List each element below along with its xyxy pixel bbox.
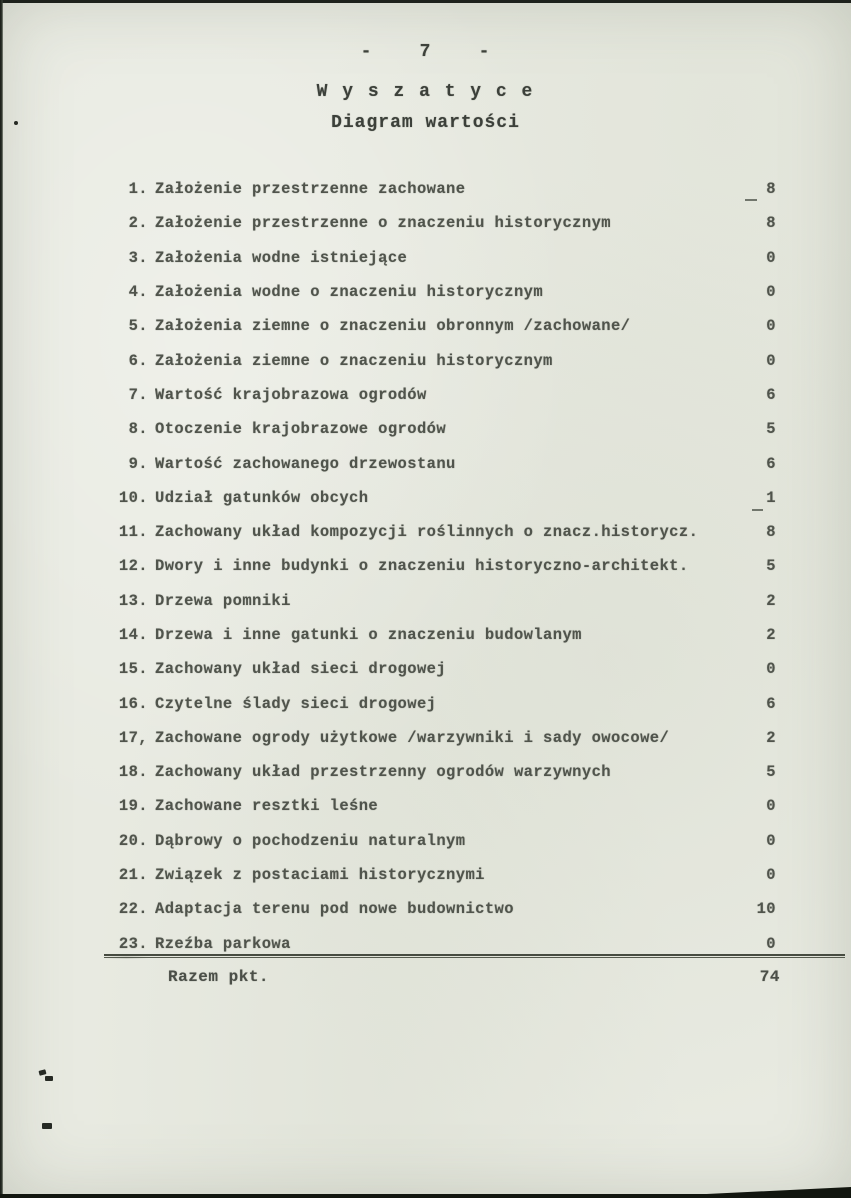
row-label: Wartość zachowanego drzewostanu	[155, 454, 456, 473]
row-label: Rzeźba parkowa	[155, 934, 291, 953]
row-value: 0	[766, 660, 776, 679]
row-label: Założenia wodne istniejące	[155, 248, 408, 267]
row-number: 4.	[128, 283, 148, 302]
row-value: 8	[766, 214, 776, 233]
row-number: 8.	[128, 420, 148, 439]
scan-edge-wedge	[686, 1187, 851, 1195]
scan-edge-top	[0, 0, 851, 3]
row-label: Udział gatunków obcych	[155, 488, 369, 507]
row-value: 5	[766, 557, 776, 576]
row-label: Otoczenie krajobrazowe ogrodów	[155, 420, 447, 439]
row-label: Zachowany układ sieci drogowej	[155, 660, 447, 679]
row-label: Założenie przestrzenne o znaczeniu historycznym	[155, 214, 611, 233]
table-row	[104, 515, 776, 549]
row-number: 2.	[128, 214, 148, 233]
row-number: 13.	[118, 591, 148, 610]
table-row	[104, 206, 776, 240]
row-value: 8	[766, 523, 776, 542]
table-row	[104, 549, 776, 583]
table-row	[104, 241, 776, 275]
ink-mark	[45, 1076, 53, 1081]
table-row	[104, 892, 776, 926]
row-number: 11.	[118, 523, 148, 542]
row-value: 8	[766, 180, 776, 199]
table-row	[104, 652, 776, 686]
row-number: 9.	[128, 454, 148, 473]
row-number: 16.	[118, 694, 148, 713]
table-row	[104, 412, 776, 446]
row-number: 6.	[128, 351, 148, 370]
row-value: 5	[766, 763, 776, 782]
row-label: Zachowane ogrody użytkowe /warzywniki i sady owocowe/	[155, 728, 670, 747]
page-number: - 7 -	[360, 42, 491, 62]
table-row	[104, 858, 776, 892]
table-row	[104, 481, 776, 515]
row-number: 10.	[118, 488, 148, 507]
row-label: Założenia ziemne o znaczeniu obronnym /zachowane/	[155, 317, 631, 336]
row-label: Założenia ziemne o znaczeniu historycznym	[155, 351, 553, 370]
row-value: 0	[766, 934, 776, 953]
row-number: 7.	[128, 385, 148, 404]
row-number: 3.	[128, 248, 148, 267]
table-row	[104, 789, 776, 823]
table-row	[104, 309, 776, 343]
row-label: Założenia wodne o znaczeniu historycznym	[155, 283, 544, 302]
row-number: 22.	[118, 900, 148, 919]
row-value: 6	[766, 694, 776, 713]
table-row	[104, 618, 776, 652]
row-number: 12.	[118, 557, 148, 576]
row-number: 23.	[118, 934, 148, 953]
row-value: 0	[766, 317, 776, 336]
row-label: Czytelne ślady sieci drogowej	[155, 694, 437, 713]
value-table	[104, 172, 776, 961]
ink-mark	[42, 1123, 52, 1129]
row-value: 0	[766, 866, 776, 885]
table-row	[104, 343, 776, 377]
row-value: 0	[766, 351, 776, 370]
table-row	[104, 446, 776, 480]
table-row	[104, 824, 776, 858]
row-number: 19.	[118, 797, 148, 816]
ink-underline-mark	[745, 199, 757, 201]
table-row	[104, 721, 776, 755]
row-value: 2	[766, 728, 776, 747]
table-row	[104, 172, 776, 206]
row-number: 21.	[118, 866, 148, 885]
ink-mark	[14, 121, 18, 125]
scan-edge-left	[0, 0, 3, 1198]
row-label: Zachowany układ kompozycji roślinnych o znacz.historycz.	[155, 523, 699, 542]
table-row	[104, 584, 776, 618]
total-divider-line	[104, 954, 845, 959]
row-label: Zachowany układ przestrzenny ogrodów warzywnych	[155, 763, 611, 782]
row-value: 2	[766, 591, 776, 610]
row-value: 5	[766, 420, 776, 439]
table-row	[104, 755, 776, 789]
row-number: 5.	[128, 317, 148, 336]
row-label: Wartość krajobrazowa ogrodów	[155, 385, 427, 404]
total-label: Razem pkt.	[168, 968, 270, 986]
row-number: 1.	[128, 180, 148, 199]
row-label: Drzewa i inne gatunki o znaczeniu budowlanym	[155, 626, 582, 644]
row-label: Związek z postaciami historycznymi	[155, 866, 485, 885]
row-value: 6	[766, 454, 776, 473]
row-label: Założenie przestrzenne zachowane	[155, 180, 466, 199]
row-value: 0	[766, 283, 776, 302]
row-value: 1	[766, 488, 776, 507]
row-label: Dwory i inne budynki o znaczeniu historyczno-architekt.	[155, 557, 689, 576]
row-value: 0	[766, 248, 776, 267]
row-value: 2	[766, 626, 776, 644]
row-value: 6	[766, 385, 776, 404]
page-title: W y s z a t y c e	[316, 82, 535, 102]
row-number: 15.	[118, 660, 148, 679]
row-value: 0	[766, 831, 776, 850]
table-row	[104, 275, 776, 309]
row-label: Zachowane resztki leśne	[155, 797, 379, 816]
total-value: 74	[759, 968, 780, 986]
page-subtitle: Diagram wartości	[331, 113, 520, 133]
ink-underline-mark	[752, 509, 763, 511]
table-row	[104, 686, 776, 720]
row-label: Drzewa pomniki	[155, 591, 291, 610]
total-row	[168, 968, 780, 986]
row-number: 20.	[118, 831, 148, 850]
table-row	[104, 378, 776, 412]
row-value: 10	[756, 900, 776, 919]
ink-mark	[38, 1069, 46, 1076]
row-value: 0	[766, 797, 776, 816]
row-number: 18.	[118, 763, 148, 782]
row-number: 14.	[118, 626, 148, 644]
row-label: Adaptacja terenu pod nowe budownictwo	[155, 900, 514, 919]
row-label: Dąbrowy o pochodzeniu naturalnym	[155, 831, 466, 850]
row-number: 17,	[118, 728, 148, 747]
